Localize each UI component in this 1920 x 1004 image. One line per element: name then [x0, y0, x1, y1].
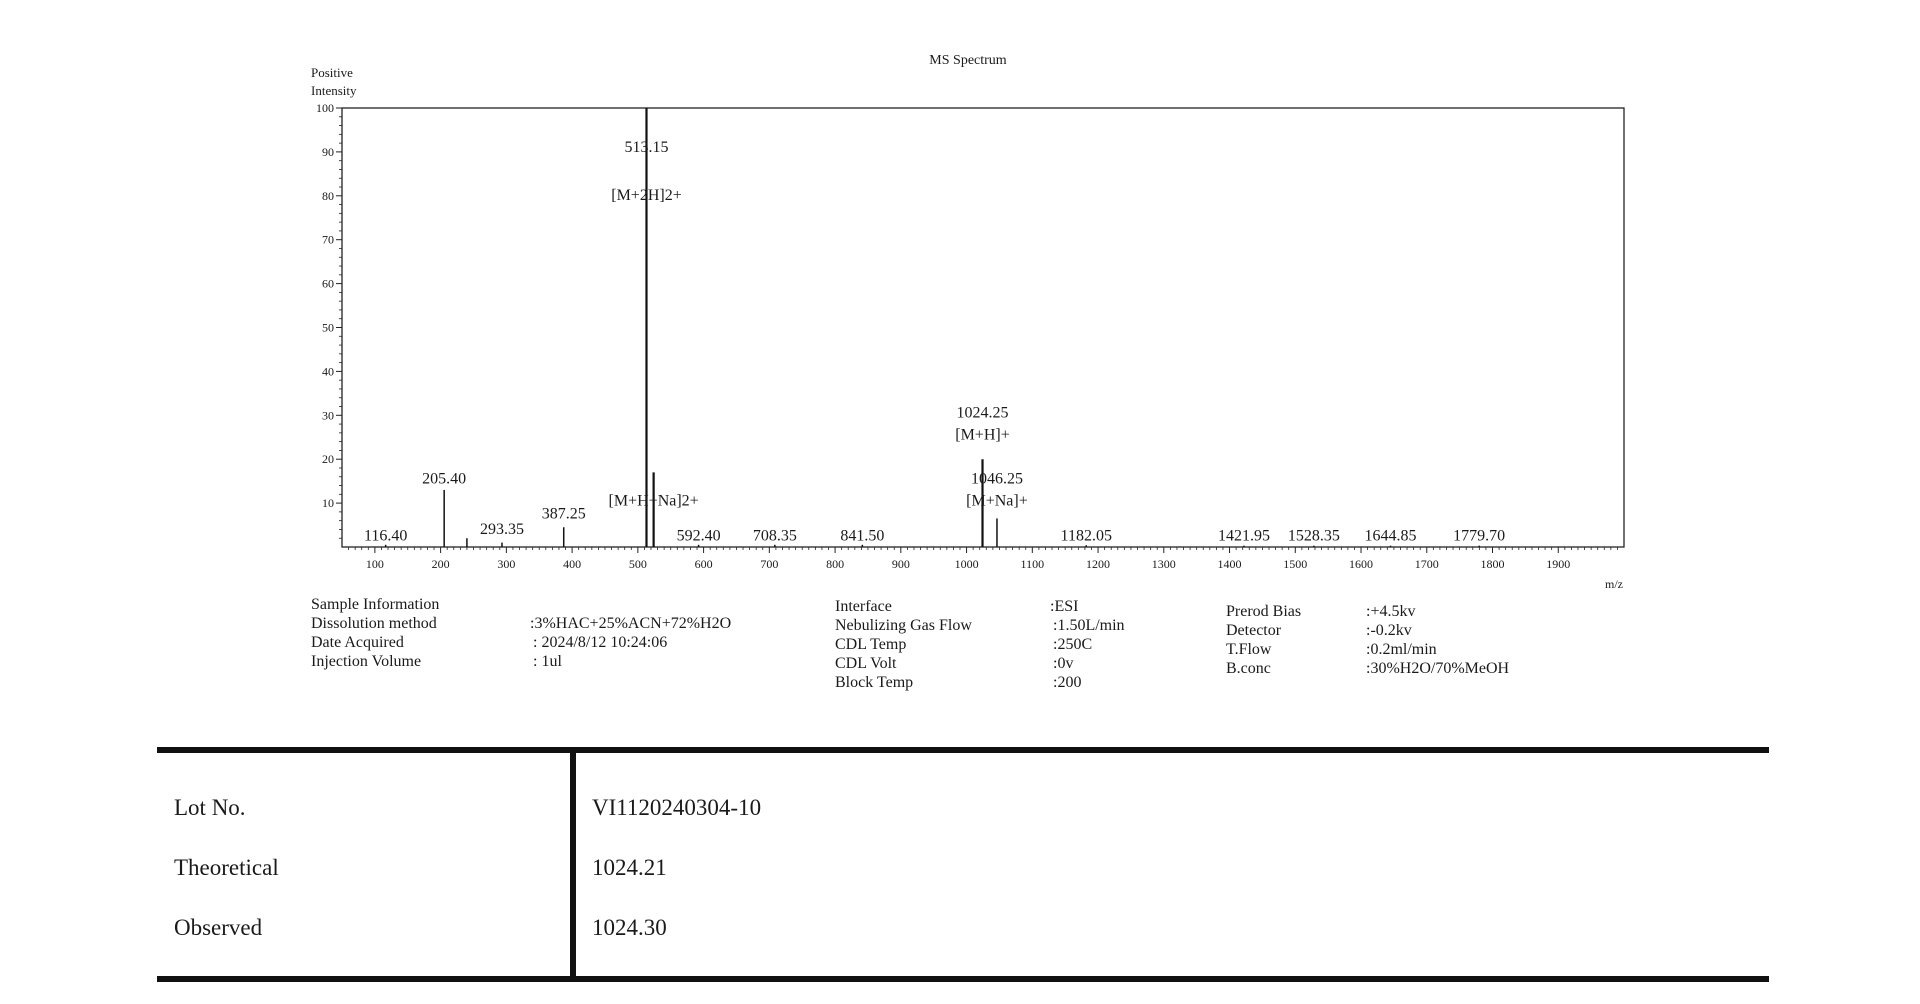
cdl-temp-label: CDL Temp: [835, 636, 907, 653]
peak-label: [M+Na]+: [966, 492, 1028, 510]
date-acquired-value: : 2024/8/12 10:24:06: [533, 634, 668, 651]
x-tick-label: 200: [431, 557, 450, 571]
x-tick-label: 1100: [1020, 557, 1045, 571]
peak-label: 592.40: [676, 527, 721, 545]
y-tick-label: 30: [322, 408, 334, 423]
b-conc-value: :30%H2O/70%MeOH: [1366, 660, 1510, 677]
x-tick-label: 700: [760, 557, 779, 571]
x-tick-label: 1700: [1414, 557, 1439, 571]
peak-label: [M+2H]2+: [611, 187, 682, 205]
x-axis: [349, 547, 1618, 571]
peak-label: 708.35: [752, 527, 797, 545]
cdl-volt-label: CDL Volt: [835, 655, 897, 672]
theoretical-value: 1024.21: [592, 855, 667, 880]
cdl-volt-value: :0v: [1053, 655, 1074, 672]
injection-volume-label: Injection Volume: [311, 653, 422, 670]
x-tick-label: 500: [628, 557, 647, 571]
x-tick-label: 300: [497, 557, 516, 571]
y-tick-label: 90: [322, 144, 334, 159]
x-tick-label: 100: [365, 557, 384, 571]
nebulizing-gas-flow-label: Nebulizing Gas Flow: [835, 617, 972, 634]
y-axis: [316, 101, 342, 538]
x-tick-label: 1400: [1217, 557, 1242, 571]
peak-label: 387.25: [541, 505, 586, 523]
t-flow-value: :0.2ml/min: [1366, 641, 1437, 658]
prerod-bias-label: Prerod Bias: [1226, 603, 1302, 620]
y-tick-label: 20: [322, 452, 334, 467]
y-tick-label: 100: [316, 101, 334, 115]
dissolution-method-value: :3%HAC+25%ACN+72%H2O: [530, 615, 732, 632]
x-tick-label: 1900: [1546, 557, 1571, 571]
x-tick-label: 900: [891, 557, 910, 571]
y-tick-label: 60: [322, 276, 334, 291]
y-axis-label-line2: Intensity: [311, 83, 357, 98]
block-temp-value: :200: [1053, 674, 1082, 691]
peak-label: 1024.25: [956, 404, 1009, 422]
results-table: [157, 747, 1769, 982]
chart-title: MS Spectrum: [929, 53, 1007, 68]
observed-label: Observed: [174, 915, 263, 940]
b-conc-label: B.conc: [1226, 660, 1271, 677]
theoretical-label: Theoretical: [174, 855, 279, 880]
peak-label: [M+H]+: [955, 426, 1010, 444]
x-tick-label: 600: [694, 557, 713, 571]
dissolution-method-label: Dissolution method: [311, 615, 437, 632]
peak-label: 513.15: [624, 138, 669, 156]
x-tick-label: 400: [563, 557, 582, 571]
detector-label: Detector: [1226, 622, 1282, 639]
peak-label: 1182.05: [1060, 527, 1112, 545]
prerod-bias-value: :+4.5kv: [1366, 603, 1416, 620]
interface-value: :ESI: [1050, 598, 1079, 615]
x-tick-label: 1200: [1086, 557, 1111, 571]
nebulizing-gas-flow-value: :1.50L/min: [1053, 617, 1125, 634]
x-tick-label: 1300: [1151, 557, 1176, 571]
sample-info-heading: Sample Information: [311, 596, 440, 613]
peak-label: 293.35: [479, 520, 524, 538]
y-tick-label: 70: [322, 232, 334, 247]
y-tick-label: 10: [322, 496, 334, 511]
peak-label-group: [364, 139, 1505, 545]
results-table-divider: [570, 753, 576, 976]
peak-label: 1421.95: [1217, 527, 1270, 545]
peak-label: 1779.70: [1453, 527, 1506, 545]
peak-label: 205.40: [422, 470, 467, 488]
peak-label: 1644.85: [1364, 527, 1417, 545]
peak-series: [386, 108, 1480, 547]
x-tick-label: 1500: [1283, 557, 1308, 571]
cdl-temp-value: :250C: [1053, 636, 1093, 653]
peak-label: 1528.35: [1287, 527, 1340, 545]
lot-number-value: VI1120240304-10: [592, 795, 762, 820]
x-tick-label: 1600: [1349, 557, 1374, 571]
t-flow-label: T.Flow: [1226, 641, 1272, 658]
detector-value: :-0.2kv: [1366, 622, 1412, 639]
peak-label: 841.50: [840, 527, 885, 545]
y-tick-label: 80: [322, 188, 334, 203]
y-axis-label-line1: Positive: [311, 65, 353, 80]
block-temp-label: Block Temp: [835, 674, 914, 691]
observed-value: 1024.30: [592, 915, 667, 940]
y-tick-label: 50: [322, 320, 334, 335]
lot-number-label: Lot No.: [174, 795, 246, 820]
interface-label: Interface: [835, 598, 892, 615]
injection-volume-value: : 1ul: [533, 653, 562, 670]
x-axis-label: m/z: [1605, 577, 1623, 591]
x-tick-label: 1000: [954, 557, 979, 571]
date-acquired-label: Date Acquired: [311, 634, 404, 651]
peak-label: [M+H+Na]2+: [608, 492, 699, 510]
x-tick-label: 800: [826, 557, 845, 571]
peak-label: 1046.25: [970, 470, 1023, 488]
peak-label: 116.40: [363, 527, 408, 545]
x-tick-label: 1800: [1480, 557, 1505, 571]
y-tick-label: 40: [322, 364, 334, 379]
